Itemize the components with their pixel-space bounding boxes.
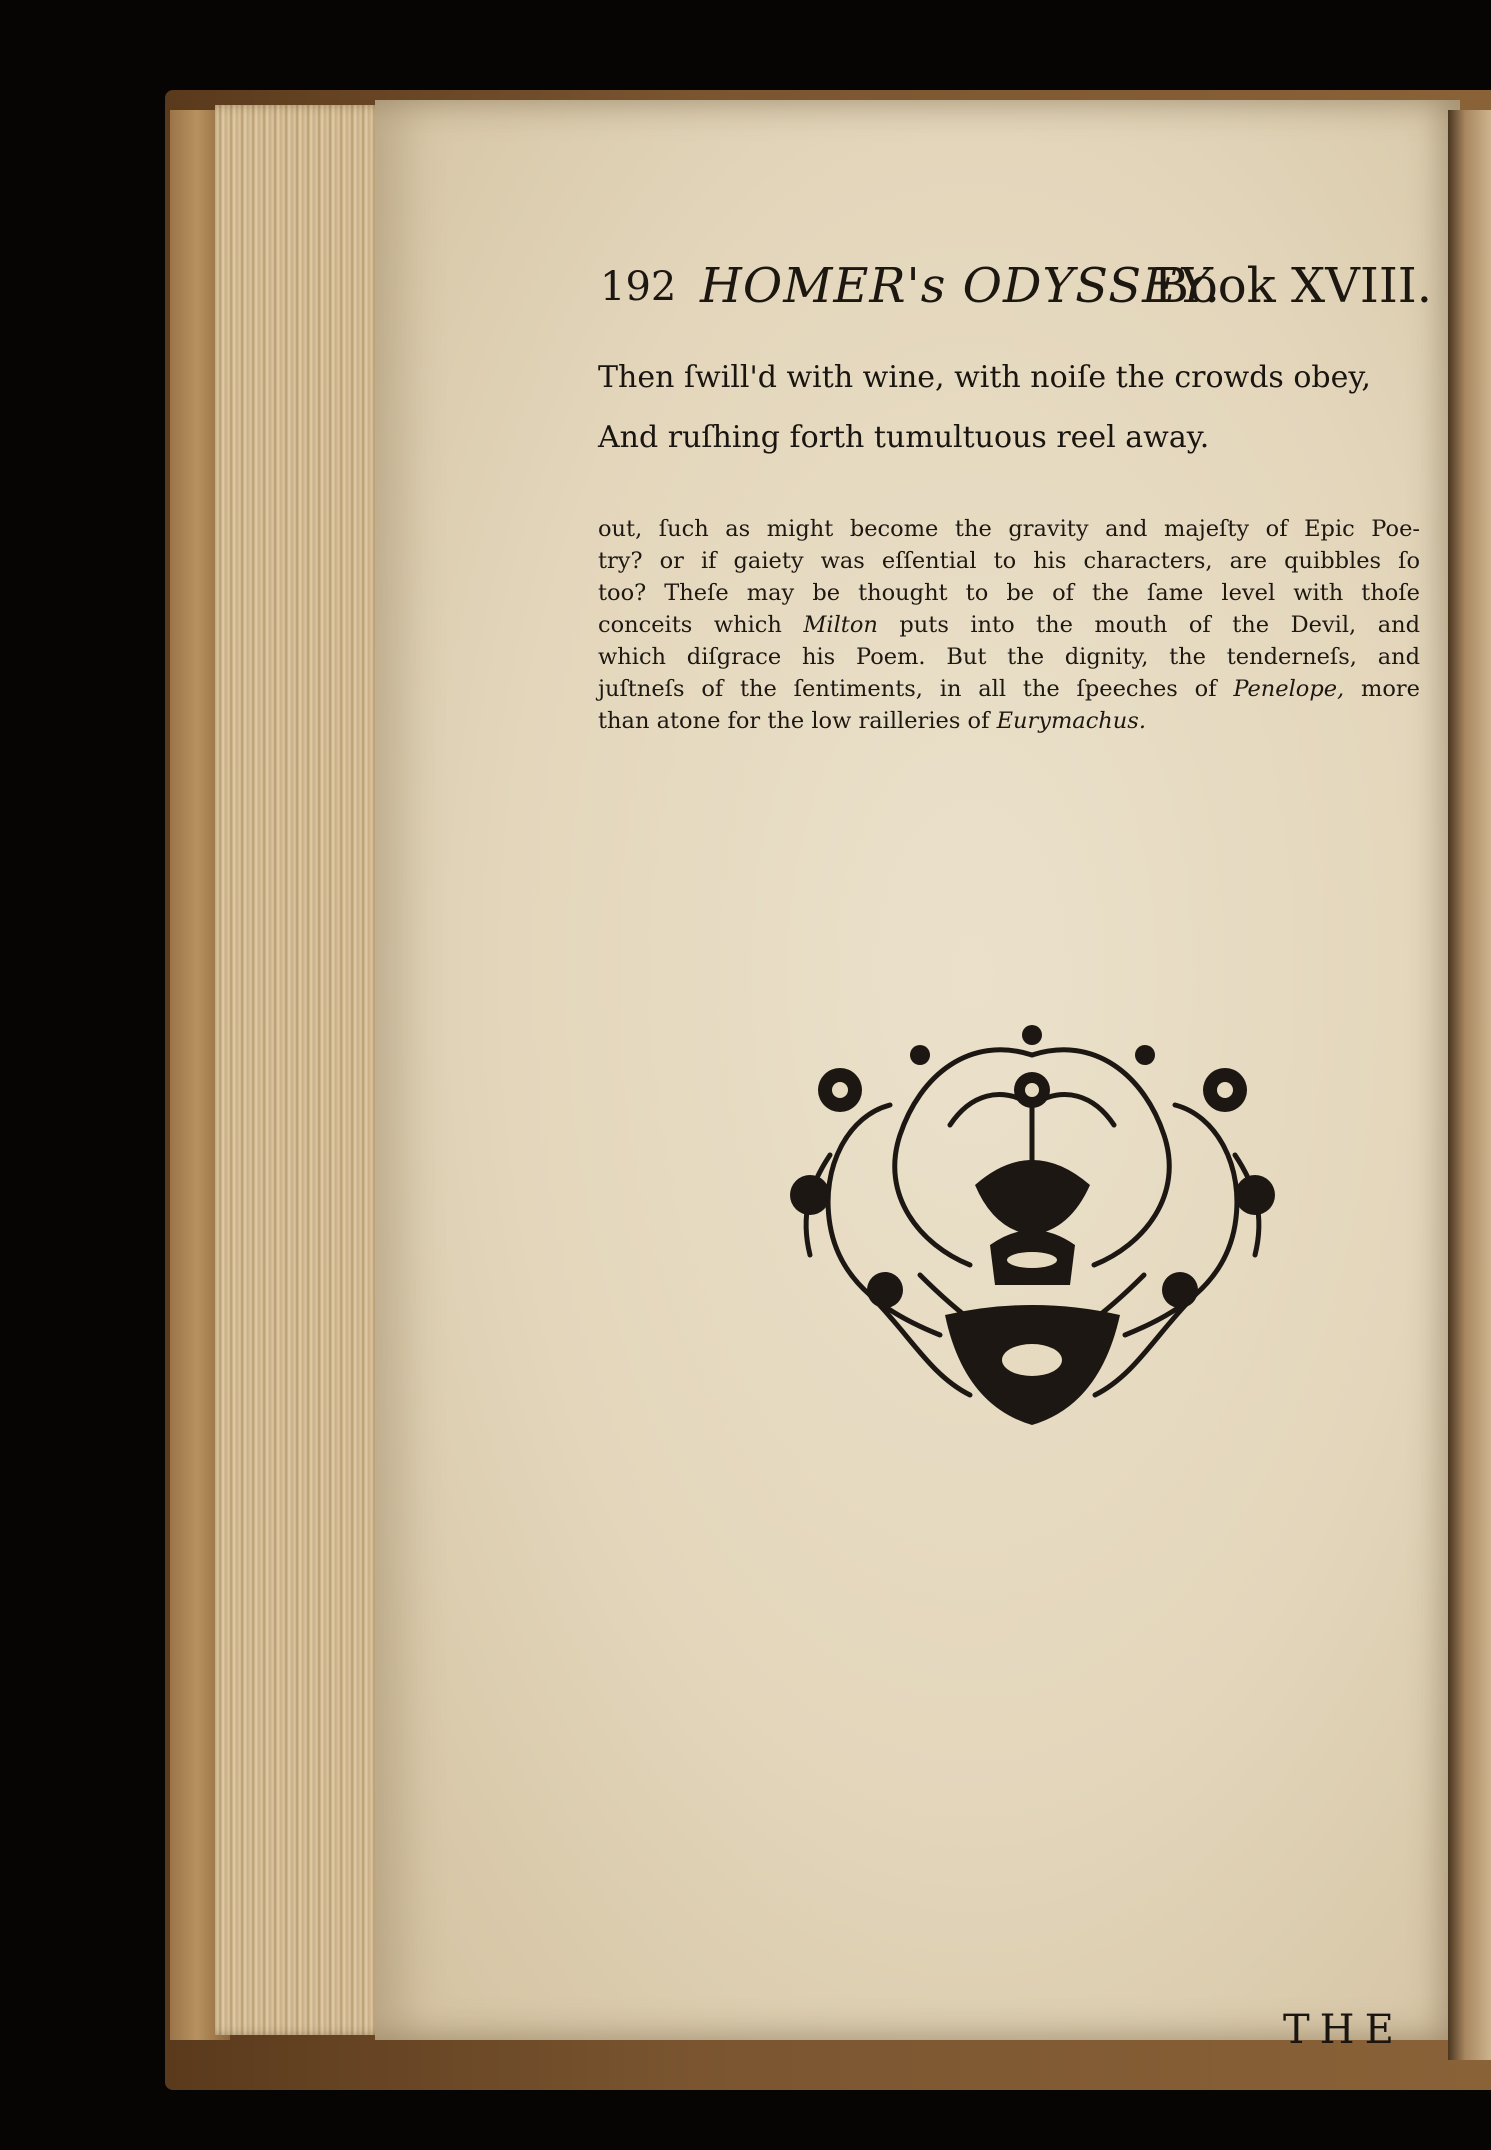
footnote-line: juſtneſs of the ſentiments, in all the ſpeeches of Penelope, more bbox=[598, 676, 1420, 702]
footnote bbox=[598, 513, 1420, 737]
catchword: THE bbox=[1283, 2007, 1404, 2053]
footnote-line: too? Theſe may be thought to be of the ſame level with thoſe bbox=[598, 580, 1420, 606]
book-number: Book XVIII. bbox=[1153, 258, 1432, 314]
facing-page-edge bbox=[1448, 110, 1491, 2060]
name-penelope: Penelope, bbox=[1233, 676, 1345, 702]
footnote-line: conceits which Milton puts into the mouth of the Devil, and bbox=[598, 612, 1420, 638]
footnote-line: out, ſuch as might become the gravity and majeſty of Epic Poe- bbox=[598, 516, 1420, 542]
verse-line-2: And ruſhing forth tumultuous reel away. bbox=[598, 420, 1210, 455]
name-milton: Milton bbox=[803, 612, 878, 638]
floral-ornament-icon bbox=[770, 1015, 1295, 1435]
name-eurymachus: Eurymachus. bbox=[996, 708, 1146, 734]
running-header bbox=[600, 258, 1432, 318]
footnote-line: which diſgrace his Poem. But the dignity, the tenderneſs, and bbox=[598, 644, 1420, 670]
page-number: 192 bbox=[600, 264, 677, 310]
verse-line-1: Then ſwill'd with wine, with noiſe the crowds obey, bbox=[598, 360, 1371, 395]
running-title: HOMER's ODYSSEY. bbox=[700, 258, 1221, 314]
footnote-line: than atone for the low railleries of Eurymachus. bbox=[598, 708, 1146, 734]
footnote-line: try? or if gaiety was eſſential to his characters, are quibbles ſo bbox=[598, 548, 1420, 574]
